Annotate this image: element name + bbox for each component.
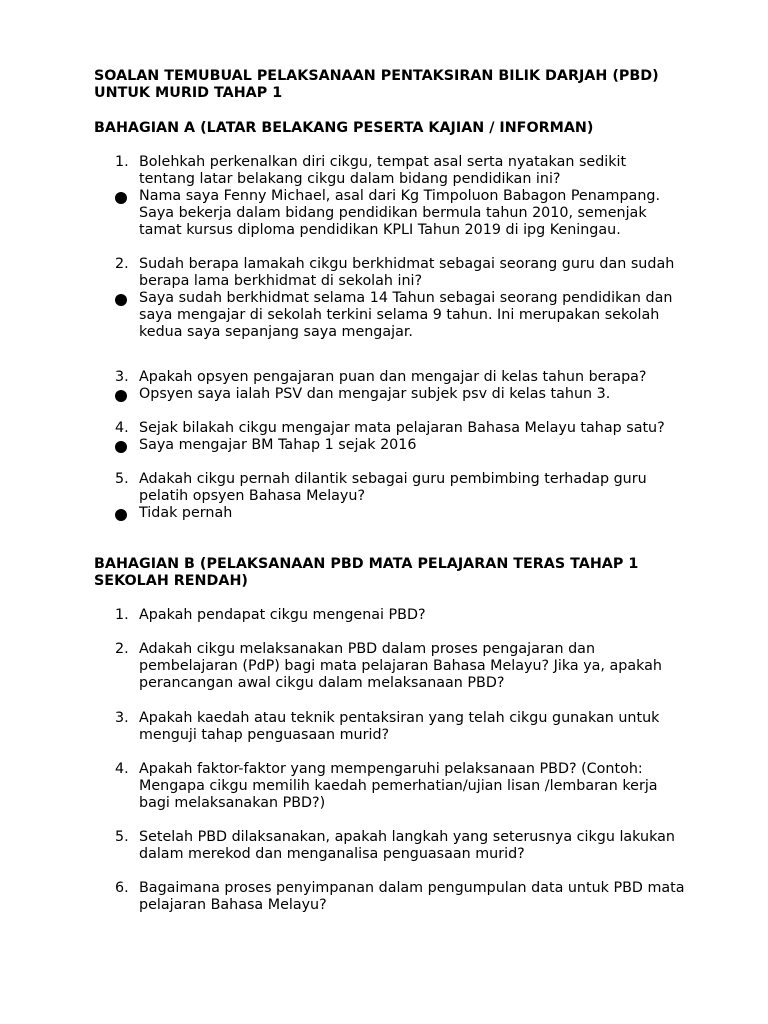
question-line: Adakah cikgu melaksanakan PBD dalam proses pengajaran dan (139, 641, 596, 657)
answer-line: saya mengajar di sekolah terkini selama 9 tahun. Ini merupakan sekolah (139, 307, 660, 323)
section-b-item-2 (115, 641, 735, 692)
section-b-item-5 (115, 829, 735, 863)
answer (115, 437, 735, 454)
bullet-icon (115, 294, 127, 306)
question (115, 880, 735, 914)
answer (115, 386, 735, 403)
section-b-item-3 (115, 710, 735, 744)
question (115, 641, 735, 692)
answer-line: Opsyen saya ialah PSV dan mengajar subjek psv di kelas tahun 3. (139, 386, 611, 402)
question (115, 829, 735, 863)
answer-line: Nama saya Fenny Michael, asal dari Kg Timpoluon Babagon Penampang. (139, 188, 660, 204)
question (115, 710, 735, 744)
answer (115, 290, 735, 341)
question-line: pembelajaran (PdP) bagi mata pelajaran Bahasa Melayu? Jika ya, apakah (139, 658, 662, 674)
section-b-heading (94, 556, 734, 590)
question-line: bagi melaksanakan PBD?) (139, 795, 326, 811)
question-line: Sudah berapa lamakah cikgu berkhidmat sebagai seorang guru dan sudah (139, 256, 675, 272)
question-line: Apakah kaedah atau teknik pentaksiran yang telah cikgu gunakan untuk (139, 710, 660, 726)
item-number: 1. (115, 607, 129, 623)
bullet-icon (115, 390, 127, 402)
question (115, 154, 735, 188)
answer-line: Saya bekerja dalam bidang pendidikan bermula tahun 2010, semenjak (139, 205, 647, 221)
bullet-icon (115, 509, 127, 521)
item-number: 2. (115, 256, 129, 272)
section-a-item-4 (115, 420, 735, 454)
answer (115, 505, 735, 522)
section-a-item-2 (115, 256, 735, 341)
question-line: pelatih opsyen Bahasa Melayu? (139, 488, 366, 504)
question (115, 471, 735, 505)
question-line: berapa lama berkhidmat di sekolah ini? (139, 273, 423, 289)
item-number: 5. (115, 471, 129, 487)
section-a-item-1 (115, 154, 735, 239)
section-a-item-5 (115, 471, 735, 522)
question-line: Apakah faktor-faktor yang mempengaruhi pelaksanaan PBD? (Contoh: (139, 761, 643, 777)
section-b-item-4 (115, 761, 735, 812)
question (115, 607, 735, 624)
title-line-1: SOALAN TEMUBUAL PELAKSANAAN PENTAKSIRAN BILIK DARJAH (PBD) (94, 68, 659, 84)
section-b-heading-line-2: SEKOLAH RENDAH) (94, 573, 248, 589)
answer-line: Saya mengajar BM Tahap 1 sejak 2016 (139, 437, 417, 453)
question-line: Sejak bilakah cikgu mengajar mata pelajaran Bahasa Melayu tahap satu? (139, 420, 665, 436)
section-b-item-1 (115, 607, 735, 624)
question-line: dalam merekod dan menganalisa penguasaan murid? (139, 846, 525, 862)
item-number: 3. (115, 369, 129, 385)
item-number: 3. (115, 710, 129, 726)
question-line: Mengapa cikgu memilih kaedah pemerhatian/ujian lisan /lembaran kerja (139, 778, 658, 794)
title-line-2: UNTUK MURID TAHAP 1 (94, 85, 283, 101)
item-number: 1. (115, 154, 129, 170)
question-line: Adakah cikgu pernah dilantik sebagai guru pembimbing terhadap guru (139, 471, 647, 487)
section-b-heading-line-1: BAHAGIAN B (PELAKSANAAN PBD MATA PELAJARAN TERAS TAHAP 1 (94, 556, 639, 572)
item-number: 2. (115, 641, 129, 657)
question-line: menguji tahap penguasaan murid? (139, 727, 390, 743)
question (115, 761, 735, 812)
question-line: Bolehkah perkenalkan diri cikgu, tempat asal serta nyatakan sedikit (139, 154, 627, 170)
answer-line: tamat kursus diploma pendidikan KPLI Tahun 2019 di ipg Keningau. (139, 222, 621, 238)
answer-line: Saya sudah berkhidmat selama 14 Tahun sebagai seorang pendidikan dan (139, 290, 673, 306)
question-line: tentang latar belakang cikgu dalam bidang pendidikan ini? (139, 171, 561, 187)
question-line: Apakah pendapat cikgu mengenai PBD? (139, 607, 426, 623)
item-number: 4. (115, 420, 129, 436)
section-a-heading: BAHAGIAN A (LATAR BELAKANG PESERTA KAJIAN / INFORMAN) (94, 120, 594, 136)
answer (115, 188, 735, 239)
question-line: pelajaran Bahasa Melayu? (139, 897, 327, 913)
bullet-icon (115, 441, 127, 453)
bullet-icon (115, 192, 127, 204)
item-number: 6. (115, 880, 129, 896)
question (115, 369, 735, 386)
question (115, 420, 735, 437)
item-number: 5. (115, 829, 129, 845)
question (115, 256, 735, 290)
section-b-item-6 (115, 880, 735, 914)
question-line: Bagaimana proses penyimpanan dalam pengumpulan data untuk PBD mata (139, 880, 685, 896)
question-line: perancangan awal cikgu dalam melaksanaan PBD? (139, 675, 505, 691)
answer-line: kedua saya sepanjang saya mengajar. (139, 324, 413, 340)
answer-line: Tidak pernah (139, 505, 233, 521)
question-line: Setelah PBD dilaksanakan, apakah langkah yang seterusnya cikgu lakukan (139, 829, 675, 845)
item-number: 4. (115, 761, 129, 777)
section-a-item-3 (115, 369, 735, 403)
question-line: Apakah opsyen pengajaran puan dan mengajar di kelas tahun berapa? (139, 369, 647, 385)
document-title (94, 68, 734, 102)
